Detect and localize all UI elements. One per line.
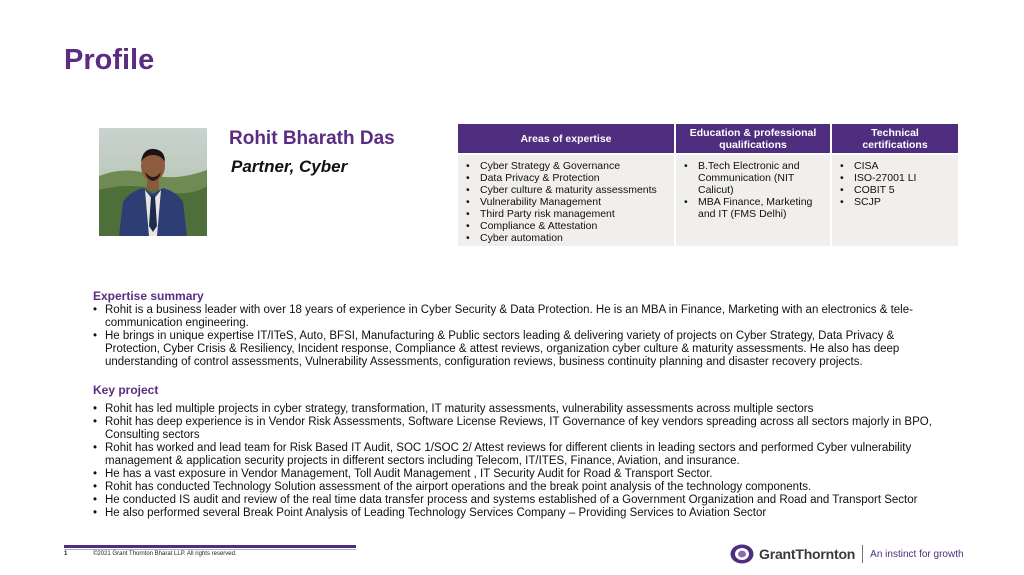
- certification-item: • CISA: [838, 160, 952, 172]
- project-item: • He conducted IS audit and review of the real time data transfer process and systems established of a Government Organization and Road and Transport Sector: [93, 494, 943, 507]
- cell-expertise: [458, 154, 675, 246]
- expertise-item: • Cyber automation: [464, 232, 668, 244]
- expertise-item: • Cyber culture & maturity assessments: [464, 184, 668, 196]
- footer-divider: [64, 545, 356, 548]
- summary-item: • Rohit is a business leader with over 18 years of experience in Cyber Security & Data Protection. He is an MBA in Finance, Marketing with an electronics & tele-communication engineering.: [93, 304, 943, 330]
- expertise-item: • Data Privacy & Protection: [464, 172, 668, 184]
- key-project-heading: Key project: [93, 383, 159, 397]
- logo-separator: [862, 545, 863, 563]
- copyright-text: ©2021 Grant Thornton Bharat LLP. All rights reserved.: [93, 551, 237, 557]
- expertise-table: [458, 124, 958, 246]
- profile-photo: [99, 128, 207, 236]
- project-item: • He also performed several Break Point Analysis of Leading Technology Services Company – Providing Services to Aviation Sector: [93, 507, 943, 520]
- education-item: • B.Tech Electronic and Communication (NIT Calicut): [682, 160, 824, 196]
- header-areas-of-expertise: Areas of expertise: [458, 124, 675, 154]
- cell-education: [675, 154, 831, 246]
- logo-mark-icon: [730, 544, 754, 564]
- expertise-summary-list: [93, 304, 943, 369]
- expertise-summary-heading: Expertise summary: [93, 289, 204, 303]
- logo-tagline: An instinct for growth: [870, 548, 964, 560]
- person-name: Rohit Bharath Das: [229, 128, 395, 149]
- key-project-list: [93, 403, 943, 520]
- expertise-item: • Cyber Strategy & Governance: [464, 160, 668, 172]
- expertise-item: • Third Party risk management: [464, 208, 668, 220]
- project-item: • He has a vast exposure in Vendor Management, Toll Audit Management , IT Security Audit for Road & Transport Sector.: [93, 468, 943, 481]
- page-number: 1: [64, 551, 68, 557]
- project-item: • Rohit has conducted Technology Solution assessment of the airport operations and the break point analysis of the technology components.: [93, 481, 943, 494]
- expertise-item: • Compliance & Attestation: [464, 220, 668, 232]
- person-role: Partner, Cyber: [231, 157, 348, 176]
- certification-item: • SCJP: [838, 196, 952, 208]
- cell-certifications: [831, 154, 958, 246]
- summary-item: • He brings in unique expertise IT/ITeS, Auto, BFSI, Manufacturing & Public sectors leading & delivering variety of projects on Cyber Strategy, Data Privacy & Protection, Cyber Crisis & Resiliency, Incident response, Compliance & attest reviews, organization cyber culture & maturity assessments. He also has deep understanding of control assessments, Vulnerability Assessments, configuration reviews, business continuity planning and disaster recovery projects.: [93, 330, 943, 369]
- project-item: • Rohit has worked and lead team for Risk Based IT Audit, SOC 1/SOC 2/ Attest reviews for different clients in leading sectors and performed Cyber vulnerability management & application security projects in different sectors including Telecom, IT/ITES, Finance, Aviation, and insurance.: [93, 442, 943, 468]
- logo-text: GrantThornton: [759, 546, 856, 562]
- header-education: Education & professional qualifications: [675, 124, 831, 154]
- page-title: Profile: [64, 44, 155, 76]
- project-item: • Rohit has deep experience is in Vendor Risk Assessments, Software License Reviews, IT Governance of key vendors spreading across all sectors majorly in BPO, Consulting sectors: [93, 416, 943, 442]
- grant-thornton-logo: [730, 544, 964, 564]
- footer-divider-light: [64, 549, 356, 550]
- project-item: • Rohit has led multiple projects in cyber strategy, transformation, IT maturity assessments, vulnerability assessments across multiple sectors: [93, 403, 943, 416]
- certification-item: • ISO-27001 LI: [838, 172, 952, 184]
- education-item: • MBA Finance, Marketing and IT (FMS Delhi): [682, 196, 824, 220]
- certification-item: • COBIT 5: [838, 184, 952, 196]
- expertise-item: • Vulnerability Management: [464, 196, 668, 208]
- header-certifications: Technical certifications: [831, 124, 958, 154]
